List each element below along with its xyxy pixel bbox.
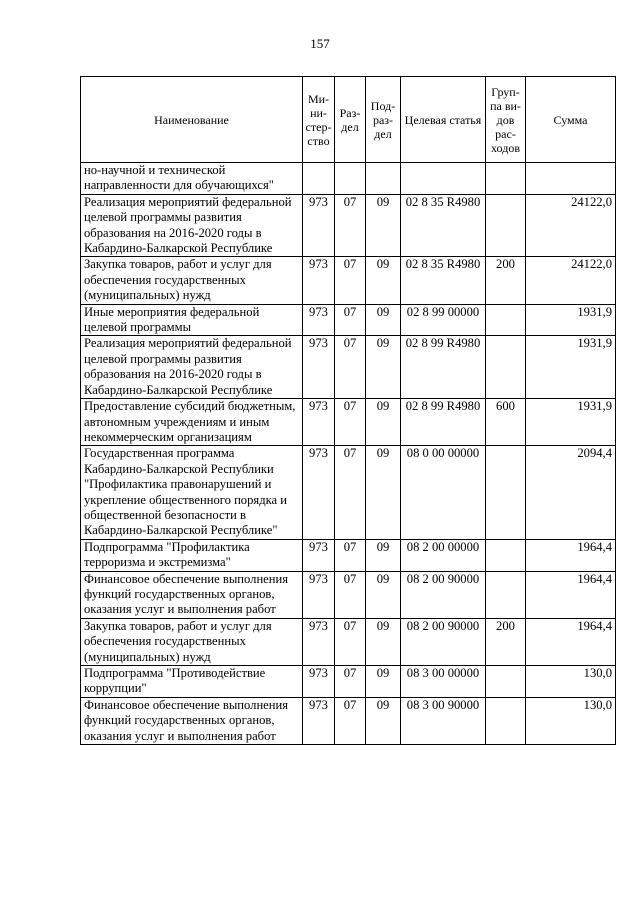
cell-section: 07 xyxy=(335,257,366,304)
cell-name: Иные мероприятия федеральной целевой программы xyxy=(81,304,303,336)
cell-group xyxy=(486,539,526,571)
cell-amount: 1964,4 xyxy=(526,571,616,618)
cell-subsection: 09 xyxy=(366,697,401,744)
cell-amount: 1931,9 xyxy=(526,336,616,399)
cell-section xyxy=(335,163,366,195)
cell-amount: 130,0 xyxy=(526,697,616,744)
cell-name: но-научной и технической направленности для обучающихся" xyxy=(81,163,303,195)
cell-section: 07 xyxy=(335,539,366,571)
cell-group xyxy=(486,304,526,336)
cell-ministry xyxy=(303,163,335,195)
cell-ministry: 973 xyxy=(303,304,335,336)
cell-name: Финансовое обеспечение выполнения функций государственных органов, оказания услуг и выполнения работ xyxy=(81,697,303,744)
cell-amount: 24122,0 xyxy=(526,257,616,304)
table-row xyxy=(81,539,616,571)
cell-subsection: 09 xyxy=(366,446,401,539)
cell-amount xyxy=(526,163,616,195)
table-row xyxy=(81,618,616,665)
header-amount: Сумма xyxy=(526,77,616,163)
table-row xyxy=(81,336,616,399)
page-number: 157 xyxy=(310,36,330,51)
cell-group: 200 xyxy=(486,257,526,304)
table-row xyxy=(81,666,616,698)
cell-subsection: 09 xyxy=(366,336,401,399)
cell-ministry: 973 xyxy=(303,336,335,399)
cell-target: 02 8 99 R4980 xyxy=(401,336,486,399)
cell-name: Предоставление субсидий бюджетным, автономным учреждениям и иным некоммерческим организациям xyxy=(81,399,303,446)
cell-group xyxy=(486,666,526,698)
cell-target: 02 8 99 R4980 xyxy=(401,399,486,446)
cell-ministry: 973 xyxy=(303,194,335,257)
cell-group xyxy=(486,571,526,618)
cell-target: 08 2 00 90000 xyxy=(401,618,486,665)
cell-section: 07 xyxy=(335,571,366,618)
cell-section: 07 xyxy=(335,618,366,665)
cell-target: 08 3 00 90000 xyxy=(401,697,486,744)
cell-name: Реализация мероприятий федеральной целевой программы развития образования на 2016-2020 годы в Кабардино-Балкарской Республике xyxy=(81,194,303,257)
table-row xyxy=(81,399,616,446)
cell-subsection: 09 xyxy=(366,571,401,618)
cell-name: Подпрограмма "Противодействие коррупции" xyxy=(81,666,303,698)
cell-amount: 1931,9 xyxy=(526,399,616,446)
table-body xyxy=(81,163,616,745)
cell-target: 08 3 00 00000 xyxy=(401,666,486,698)
cell-target: 08 0 00 00000 xyxy=(401,446,486,539)
cell-target: 02 8 35 R4980 xyxy=(401,194,486,257)
cell-subsection: 09 xyxy=(366,257,401,304)
cell-group xyxy=(486,697,526,744)
table-row xyxy=(81,194,616,257)
cell-group: 600 xyxy=(486,399,526,446)
cell-section: 07 xyxy=(335,336,366,399)
cell-amount: 24122,0 xyxy=(526,194,616,257)
cell-ministry: 973 xyxy=(303,257,335,304)
header-subsection: Под- раз- дел xyxy=(366,77,401,163)
header-expense-group: Груп- па ви- дов рас- ходов xyxy=(486,77,526,163)
budget-table xyxy=(80,76,616,745)
header-target: Целевая статья xyxy=(401,77,486,163)
cell-group xyxy=(486,336,526,399)
header-name: Наименование xyxy=(81,77,303,163)
cell-target xyxy=(401,163,486,195)
cell-amount: 1931,9 xyxy=(526,304,616,336)
cell-amount: 1964,4 xyxy=(526,539,616,571)
cell-name: Закупка товаров, работ и услуг для обеспечения государственных (муниципальных) нужд xyxy=(81,618,303,665)
header-ministry: Ми- ни- стер- ство xyxy=(303,77,335,163)
cell-ministry: 973 xyxy=(303,446,335,539)
cell-target: 08 2 00 00000 xyxy=(401,539,486,571)
cell-section: 07 xyxy=(335,194,366,257)
cell-ministry: 973 xyxy=(303,618,335,665)
cell-name: Государственная программа Кабардино-Балкарской Республики "Профилактика правонарушений и укрепление общественного порядка и общественной безопасности в Кабардино-Балкарской Республике" xyxy=(81,446,303,539)
cell-amount: 1964,4 xyxy=(526,618,616,665)
cell-name: Подпрограмма "Профилактика терроризма и экстремизма" xyxy=(81,539,303,571)
cell-section: 07 xyxy=(335,446,366,539)
table-row xyxy=(81,163,616,195)
cell-amount: 2094,4 xyxy=(526,446,616,539)
cell-name: Реализация мероприятий федеральной целевой программы развития образования на 2016-2020 годы в Кабардино-Балкарской Республике xyxy=(81,336,303,399)
cell-target: 08 2 00 90000 xyxy=(401,571,486,618)
cell-ministry: 973 xyxy=(303,697,335,744)
cell-target: 02 8 99 00000 xyxy=(401,304,486,336)
table-row xyxy=(81,257,616,304)
cell-ministry: 973 xyxy=(303,399,335,446)
cell-target: 02 8 35 R4980 xyxy=(401,257,486,304)
table-row xyxy=(81,697,616,744)
cell-section: 07 xyxy=(335,304,366,336)
cell-section: 07 xyxy=(335,399,366,446)
cell-subsection: 09 xyxy=(366,618,401,665)
cell-ministry: 973 xyxy=(303,571,335,618)
table-header xyxy=(81,77,616,163)
header-section: Раз- дел xyxy=(335,77,366,163)
cell-ministry: 973 xyxy=(303,539,335,571)
cell-ministry: 973 xyxy=(303,666,335,698)
cell-group xyxy=(486,163,526,195)
cell-subsection: 09 xyxy=(366,666,401,698)
cell-subsection: 09 xyxy=(366,399,401,446)
cell-group xyxy=(486,194,526,257)
cell-subsection: 09 xyxy=(366,304,401,336)
cell-group: 200 xyxy=(486,618,526,665)
cell-section: 07 xyxy=(335,666,366,698)
cell-name: Закупка товаров, работ и услуг для обеспечения государственных (муниципальных) нужд xyxy=(81,257,303,304)
cell-name: Финансовое обеспечение выполнения функций государственных органов, оказания услуг и выполнения работ xyxy=(81,571,303,618)
table-row xyxy=(81,304,616,336)
cell-subsection: 09 xyxy=(366,539,401,571)
table-row xyxy=(81,571,616,618)
cell-subsection xyxy=(366,163,401,195)
table-row xyxy=(81,446,616,539)
cell-group xyxy=(486,446,526,539)
cell-section: 07 xyxy=(335,697,366,744)
cell-subsection: 09 xyxy=(366,194,401,257)
cell-amount: 130,0 xyxy=(526,666,616,698)
